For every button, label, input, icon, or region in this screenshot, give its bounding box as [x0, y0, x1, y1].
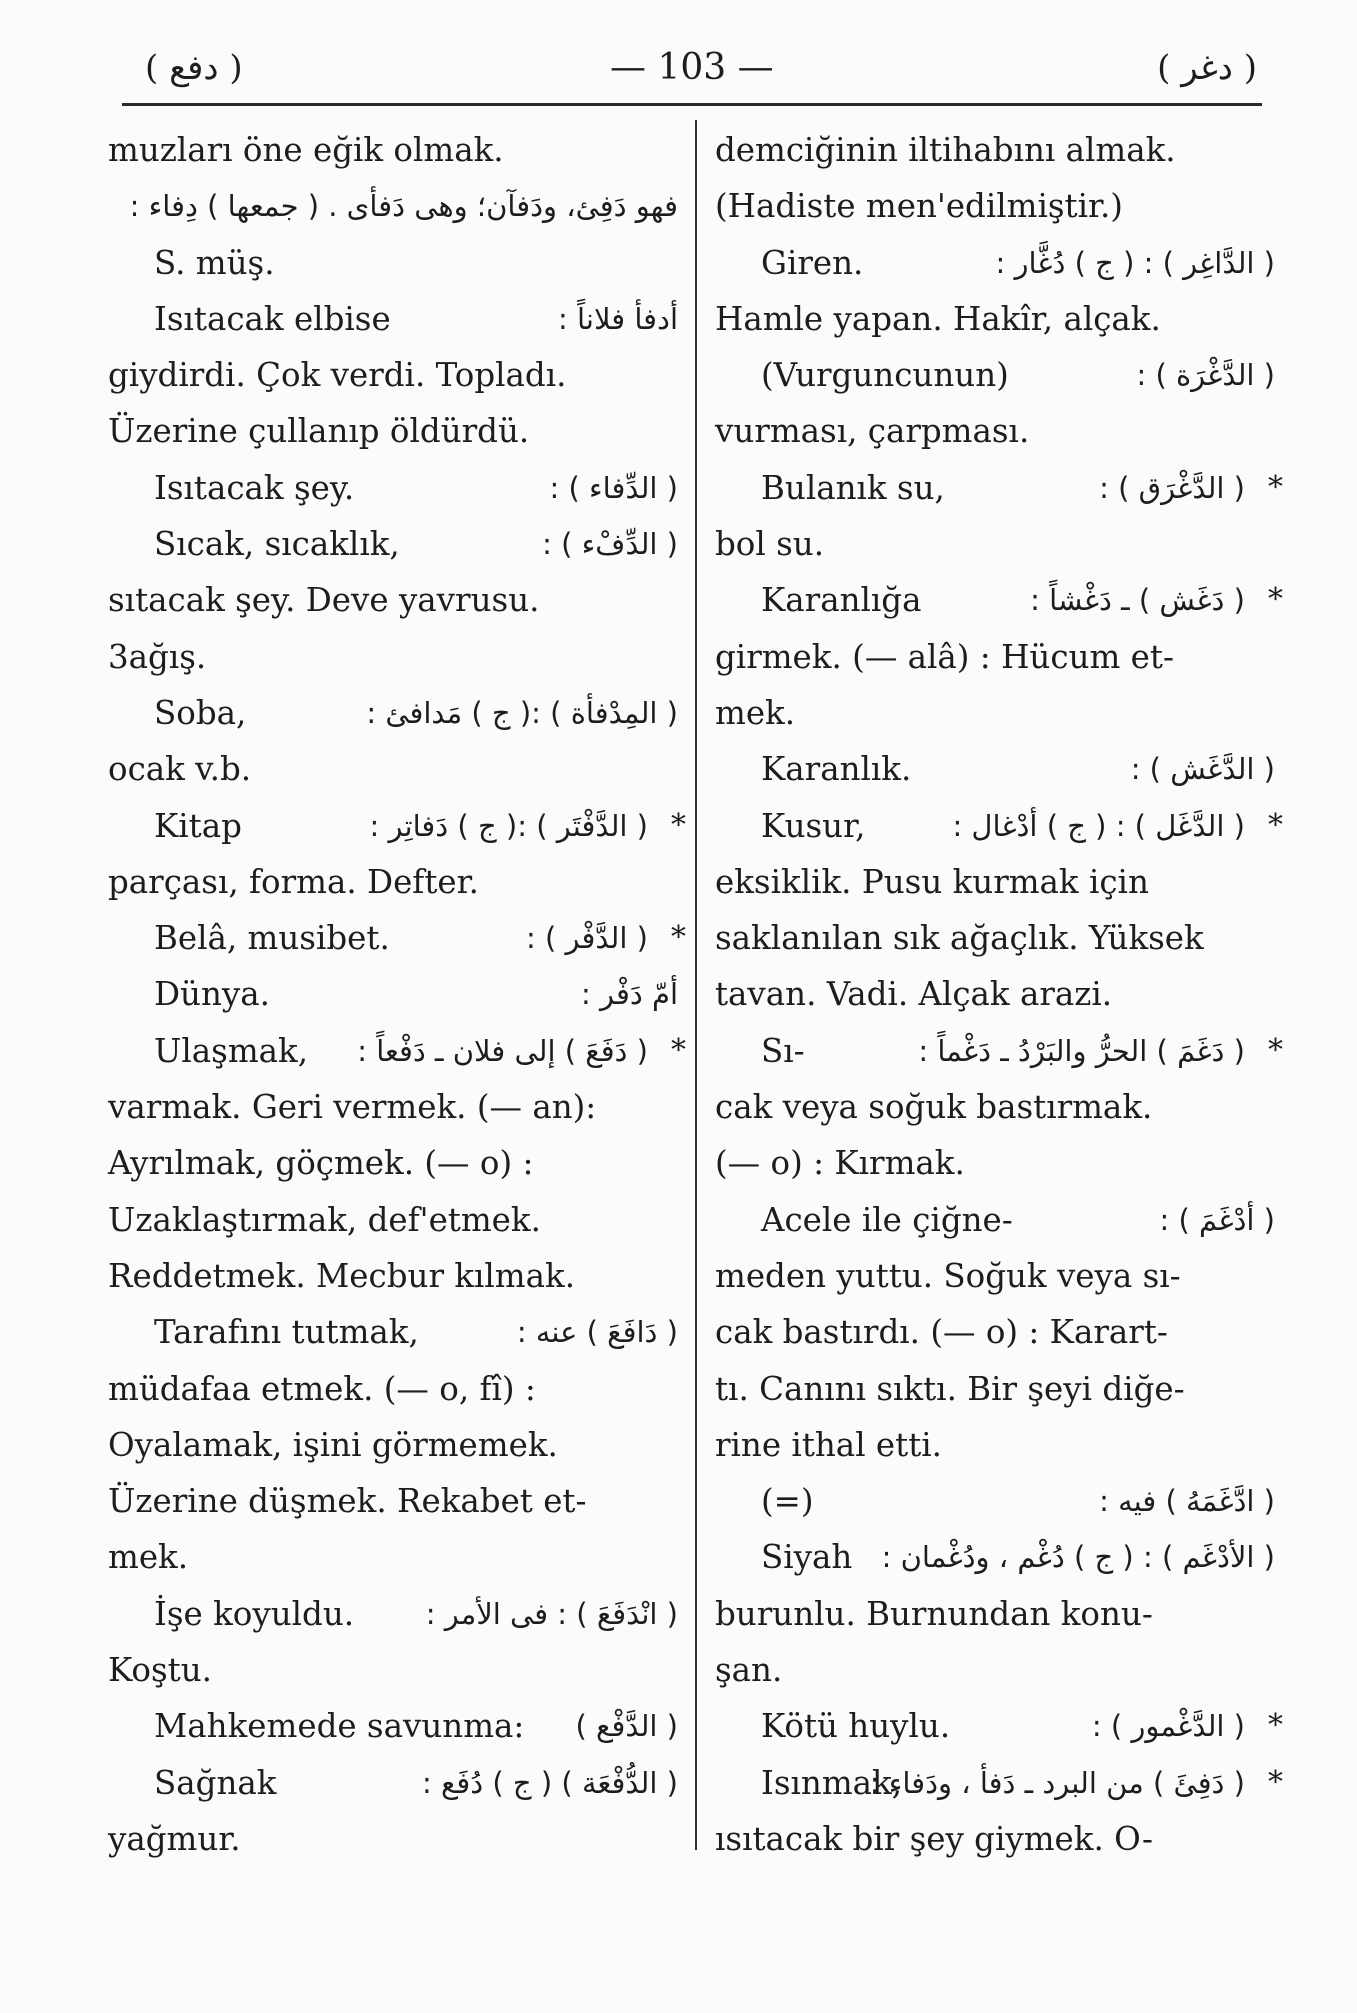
entry-text: tavan. Vadi. Alçak arazi. [715, 975, 1113, 1014]
entry-line [715, 1192, 1275, 1248]
entry-line [715, 122, 1275, 178]
entry-text: muzları öne eğik olmak. [108, 131, 504, 169]
entry-text: sıtacak şey. Deve yavrusu. [108, 581, 540, 620]
entry-text: Ulaşmak, [154, 1031, 309, 1070]
entry-text: (=) [761, 1482, 814, 1521]
entry-line [715, 966, 1275, 1022]
entry-line [715, 1079, 1275, 1135]
entry-line [108, 516, 678, 572]
entry-line [715, 1417, 1275, 1473]
arabic-headword: ( الدَّغَل ) : ( ج ) أدْغال : [952, 808, 1245, 843]
arabic-headword: ( الدَّفْتَر ) :( ج ) دَفاتِر : [369, 808, 648, 843]
entry-line [108, 1698, 678, 1754]
entry-star-marker: * [671, 1032, 686, 1068]
arabic-headword: ( الأدْغَم ) : ( ج ) دُغْم ، ودُغْمان : [881, 1540, 1275, 1575]
arabic-headword: ( الدَّاغِر ) : ( ج ) دُغَّار : [995, 245, 1275, 280]
entry-line [715, 1642, 1275, 1698]
entry-star-marker: * [1268, 1708, 1283, 1744]
entry-text: bol su. [715, 525, 825, 564]
entry-line [108, 854, 678, 910]
entry-text: parçası, forma. Defter. [108, 862, 479, 901]
entry-text: Tarafını tutmak, [154, 1313, 419, 1352]
entry-line [108, 798, 686, 854]
entry-line [715, 741, 1275, 797]
arabic-headword: ( المِدْفأة ) :( ج ) مَدافئ : [366, 695, 678, 730]
entry-line [108, 741, 678, 797]
entry-text: Ayrılmak, göçmek. (— o) : [108, 1144, 534, 1183]
entry-line [108, 966, 678, 1022]
entry-star-marker: * [671, 807, 686, 843]
entry-text: yağmur. [108, 1819, 241, 1858]
entry-text: Karanlık. [761, 750, 912, 789]
entry-line [108, 685, 678, 741]
entry-text: Sıcak, sıcaklık, [154, 525, 400, 564]
arabic-headword: ( دَغَش ) ـ دَغْشاً : [1030, 583, 1245, 618]
entry-star-marker: * [671, 920, 686, 956]
entry-text: Giren. [761, 243, 864, 282]
entry-text: Sı- [761, 1031, 805, 1070]
entry-text: Isıtacak elbise [154, 299, 391, 338]
header-right-keyword: ( دغر ) [1157, 48, 1257, 88]
left-column [108, 122, 686, 1867]
entry-text: şan. [715, 1651, 783, 1690]
entry-text: girmek. (— alâ) : Hücum et- [715, 637, 1174, 676]
entry-line [108, 1642, 678, 1698]
entry-text: Kusur, [761, 806, 866, 845]
entry-line [108, 629, 678, 685]
entry-text: Üzerine çullanıp öldürdü. [108, 412, 530, 451]
entry-line [108, 1079, 678, 1135]
entry-text: Uzaklaştırmak, def'etmek. [108, 1200, 541, 1239]
entry-text: Kitap [154, 806, 242, 845]
arabic-headword: ( دَفِئَ ) من البرد ـ دَفأ ، ودَفاء : [869, 1765, 1245, 1800]
entry-line [715, 460, 1283, 516]
entry-text: Siyah [761, 1538, 853, 1577]
entry-text: müdafaa etmek. (— o, fî) : [108, 1369, 536, 1408]
entry-text: cak bastırdı. (— o) : Karart- [715, 1313, 1168, 1352]
entry-line [715, 1473, 1275, 1529]
right-column [715, 122, 1283, 1867]
entry-text: S. müş. [154, 243, 275, 282]
entry-line [108, 1361, 678, 1417]
arabic-headword: ( دَغَمَ ) الحرُّ والبَرْدُ ـ دَغْماً : [918, 1033, 1245, 1068]
arabic-headword: فهو دَفِئ، ودَفآن؛ وهى دَفأى . ( جمعها ) دِفاء : [129, 189, 678, 224]
entry-text: eksiklik. Pusu kurmak için [715, 862, 1149, 901]
entry-line [715, 516, 1275, 572]
header-left-keyword: ( دفع ) [145, 48, 243, 88]
arabic-headword: ( الدُّفْعَة ) ( ج ) دُفَع : [421, 1765, 678, 1800]
arabic-headword: ( الدَّغْرَة ) : [1136, 358, 1275, 393]
entry-line [715, 685, 1275, 741]
entry-text: Isıtacak şey. [154, 468, 355, 507]
entry-line [715, 572, 1283, 628]
entry-star-marker: * [1268, 1032, 1283, 1068]
entry-text: 3ağış. [108, 637, 207, 676]
entry-line [715, 1586, 1275, 1642]
entry-line [108, 1248, 678, 1304]
entry-line [715, 291, 1275, 347]
entry-line [108, 572, 678, 628]
entry-text: Üzerine düşmek. Rekabet et- [108, 1482, 587, 1521]
entry-text: vurması, çarpması. [715, 412, 1030, 451]
entry-text: Soba, [154, 693, 247, 732]
entry-text: ısıtacak bir şey giymek. O- [715, 1819, 1153, 1858]
entry-text: (— o) : Kırmak. [715, 1144, 965, 1183]
entry-line [715, 235, 1275, 291]
arabic-headword: ( الدِّفْء ) : [542, 527, 678, 562]
entry-text: Karanlığa [761, 581, 922, 620]
entry-text: ocak v.b. [108, 750, 252, 789]
arabic-headword: ( دَفَعَ ) إلى فلان ـ دَفْعاً : [357, 1033, 648, 1068]
entry-star-marker: * [1268, 582, 1283, 618]
entry-text: (Hadiste men'edilmiştir.) [715, 187, 1123, 226]
entry-line [108, 1473, 678, 1529]
entry-line [108, 347, 678, 403]
entry-star-marker: * [1268, 469, 1283, 505]
entry-text: İşe koyuldu. [154, 1594, 355, 1633]
entry-text: demciğinin iltihabını almak. [715, 131, 1176, 169]
arabic-headword: ( الدَّفْر ) : [525, 921, 648, 956]
entry-line [715, 854, 1275, 910]
entry-text: meden yuttu. Soğuk veya sı- [715, 1256, 1181, 1295]
entry-line [108, 1304, 678, 1360]
arabic-headword: ( الدَّغْمور ) : [1091, 1709, 1245, 1744]
entry-star-marker: * [1268, 807, 1283, 843]
entry-text: Bulanık su, [761, 468, 945, 507]
entry-line [715, 910, 1275, 966]
entry-line [715, 1698, 1283, 1754]
entry-line [715, 1755, 1283, 1811]
entry-text: mek. [108, 1538, 189, 1577]
entry-line [108, 1417, 678, 1473]
entry-text: Mahkemede savunma: [154, 1707, 525, 1746]
entry-line [715, 629, 1275, 685]
entry-text: varmak. Geri vermek. (— an): [108, 1088, 597, 1127]
entry-text: rine ithal etti. [715, 1425, 942, 1464]
entry-line [715, 1304, 1275, 1360]
entry-line [108, 178, 678, 234]
entry-line [108, 235, 678, 291]
entry-text: Hamle yapan. Hakîr, alçak. [715, 299, 1161, 338]
entry-line [715, 1023, 1283, 1079]
arabic-headword: ( أدْغَمَ ) : [1159, 1202, 1275, 1237]
arabic-headword: ( ادَّغَمَهُ ) فيه : [1099, 1484, 1275, 1519]
arabic-headword: ( الدَّغْرَق ) : [1099, 470, 1245, 505]
header-rule [122, 103, 1262, 106]
arabic-headword: ( الدَّفْع ) [575, 1709, 678, 1744]
entry-text: burunlu. Burnundan konu- [715, 1594, 1153, 1633]
entry-line [108, 460, 678, 516]
entry-line [715, 347, 1275, 403]
entry-line [108, 403, 678, 459]
entry-text: tı. Canını sıktı. Bir şeyi diğe- [715, 1369, 1185, 1408]
entry-text: mek. [715, 693, 796, 732]
entry-text: saklanılan sık ağaçlık. Yüksek [715, 919, 1204, 958]
entry-line [715, 798, 1283, 854]
entry-text: Sağnak [154, 1763, 277, 1802]
arabic-headword: ( الدَّغَش ) : [1130, 752, 1275, 787]
entry-text: Belâ, musibet. [154, 919, 390, 958]
entry-text: cak veya soğuk bastırmak. [715, 1088, 1153, 1127]
entry-text: Koştu. [108, 1651, 212, 1690]
entry-line [108, 1023, 686, 1079]
page-number: — 103 — [610, 47, 774, 88]
arabic-headword: أدفأ فلاناً : [558, 301, 678, 336]
arabic-headword: ( دَافَعَ ) عنه : [516, 1315, 678, 1350]
entry-text: Acele ile çiğne- [761, 1200, 1013, 1239]
entry-line [715, 403, 1275, 459]
entry-star-marker: * [1268, 1764, 1283, 1800]
entry-line [108, 1135, 678, 1191]
entry-line [715, 1135, 1275, 1191]
entry-line [108, 910, 686, 966]
entry-text: Kötü huylu. [761, 1707, 951, 1746]
entry-line [108, 1755, 678, 1811]
entry-text: Isınmak, [761, 1763, 903, 1802]
entry-line [108, 1529, 678, 1585]
entry-text: Reddetmek. Mecbur kılmak. [108, 1256, 576, 1295]
entry-line [108, 1192, 678, 1248]
entry-text: Dünya. [154, 975, 270, 1014]
entry-line [108, 291, 678, 347]
entry-line [108, 1811, 678, 1867]
entry-line [715, 1529, 1275, 1585]
entry-text: (Vurguncunun) [761, 356, 1009, 395]
entry-text: giydirdi. Çok verdi. Topladı. [108, 356, 567, 395]
entry-line [715, 178, 1275, 234]
entry-line [715, 1361, 1275, 1417]
entry-line [715, 1811, 1275, 1867]
column-divider [695, 120, 697, 1850]
entry-line [108, 122, 678, 178]
entry-line [108, 1586, 678, 1642]
entry-text: Oyalamak, işini görmemek. [108, 1425, 558, 1464]
entry-line [715, 1248, 1275, 1304]
arabic-headword: ( الدِّفاء ) : [549, 470, 678, 505]
arabic-headword: أمّ دَفْر : [581, 977, 678, 1012]
arabic-headword: ( انْدَفَعَ ) : فى الأمر : [425, 1596, 678, 1631]
